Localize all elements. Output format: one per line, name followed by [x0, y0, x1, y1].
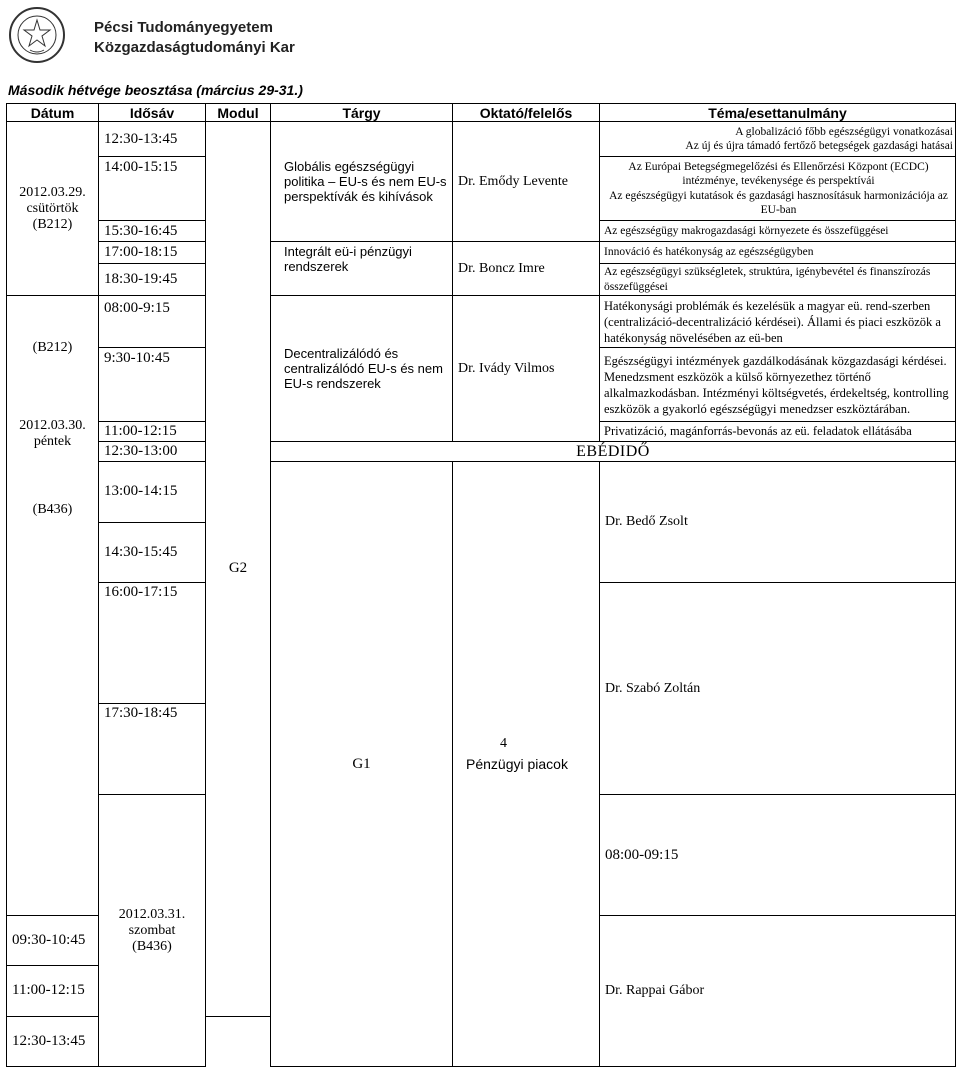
day-label: szombat [128, 922, 176, 938]
page-number: 4 [500, 736, 507, 751]
date-cell-day3 [99, 795, 206, 1067]
room-label: (B436) [132, 938, 172, 954]
teacher-cell: Dr. Bedő Zsolt [600, 462, 956, 583]
time-slot: 12:30-13:00 [99, 442, 206, 462]
col-header-teacher: Oktató/felelős [453, 104, 600, 122]
module-cell-g2 [206, 122, 271, 1017]
teacher-cell: Dr. Szabó Zoltán [600, 583, 956, 795]
room-label: (B212) [32, 340, 73, 355]
date-cell-day2 [7, 296, 99, 916]
col-header-module: Modul [206, 104, 271, 122]
table-header-row [7, 104, 956, 122]
university-name: Pécsi Tudományegyetem [94, 19, 273, 36]
schedule-title: Második hétvége beosztása (március 29-31.) [8, 82, 303, 98]
time-slot: 11:00-12:15 [7, 966, 99, 1016]
time-slot: 14:00-15:15 [99, 157, 206, 221]
date-label: 2012.03.29. [19, 184, 86, 200]
subject-cell: Integrált eü-i pénzügyi rendszerek [271, 242, 453, 296]
subject-cell: Globális egészségügyi politika – EU-s és nem EU-s perspektívák és kihívások [271, 122, 453, 242]
date-label: 2012.03.31. [118, 906, 186, 922]
time-slot: 14:30-15:45 [99, 522, 206, 583]
date-cell-day1 [7, 122, 99, 296]
university-seal-icon [8, 6, 66, 64]
time-slot: 11:00-12:15 [99, 422, 206, 442]
teacher-cell: Dr. Emődy Levente [453, 122, 600, 242]
col-header-subject: Tárgy [271, 104, 453, 122]
teacher-cell: Dr. Boncz Imre [453, 242, 600, 296]
time-slot: 18:30-19:45 [99, 264, 206, 296]
time-slot: 17:00-18:15 [99, 242, 206, 264]
day-label: csütörtök [26, 200, 79, 216]
topic-cell: Az Európai Betegségmegelőzési és Ellenőrzési Központ (ECDC) intézménye, tevékenysége és perspektívái Az egészségügyi kutatások és gazdasági hasznosításuk harmonizációja az EU-ban [600, 157, 956, 221]
topic-cell: Privatizáció, magánforrás-bevonás az eü. feladatok ellátásába [600, 422, 956, 442]
topic-cell: Innováció és hatékonyság az egészségügyben [600, 242, 956, 264]
schedule-table [6, 103, 956, 1067]
page-header [8, 6, 608, 62]
topic-cell: Az egészségügyi szükségletek, struktúra, igénybevétel és finanszírozás összefüggései [600, 264, 956, 296]
topic-cell: Hatékonysági problémák és kezelésük a magyar eü. rend-szerben (centralizáció-decentralizáció kérdései). Állami és piaci eszközök a hatékonyság növelésében az eü-ben [600, 296, 956, 348]
time-slot: 08:00-09:15 [600, 795, 956, 916]
topic-cell: A globalizáció főbb egészségügyi vonatkozásai Az új és újra támadó fertőző betegségek gazdasági hatásai [600, 122, 956, 157]
time-slot: 12:30-13:45 [7, 1016, 99, 1066]
module-label: G2 [228, 560, 248, 577]
col-header-topic: Téma/esettanulmány [600, 104, 956, 122]
time-slot: 13:00-14:15 [99, 462, 206, 523]
teacher-cell: Dr. Ivády Vilmos [453, 296, 600, 442]
time-slot: 12:30-13:45 [99, 122, 206, 157]
topic-cell: Egészségügyi intézmények gazdálkodásának közgazdasági kérdései. Menedzsment eszközök a külső környezethez történő alkalmazkodásban. Intézményi költségvetés, érdekeltség, kontrolling eszközök a gyakorló egészségügyi menedzser eszköztárában. [600, 348, 956, 422]
topic-cell: Az egészségügy makrogazdasági környezete és összefüggései [600, 221, 956, 242]
teacher-cell: Dr. Rappai Gábor [600, 916, 956, 1067]
room-label: (B212) [32, 216, 73, 232]
time-slot: 09:30-10:45 [7, 916, 99, 966]
room-label: (B436) [32, 502, 73, 517]
time-slot: 16:00-17:15 [99, 583, 206, 704]
time-slot: 17:30-18:45 [99, 704, 206, 795]
col-header-date: Dátum [7, 104, 99, 122]
subject-cell: Pénzügyi piacok [453, 462, 600, 1067]
subject-cell: Decentralizálódó és centralizálódó EU-s és nem EU-s rendszerek [271, 296, 453, 442]
time-slot: 9:30-10:45 [99, 348, 206, 422]
module-cell-g1 [271, 462, 453, 1067]
col-header-time: Idősáv [99, 104, 206, 122]
time-slot: 08:00-9:15 [99, 296, 206, 348]
module-label: G1 [352, 755, 371, 772]
faculty-name: Közgazdaságtudományi Kar [94, 39, 295, 56]
day-label: péntek [33, 434, 72, 449]
time-slot: 15:30-16:45 [99, 221, 206, 242]
lunch-break: EBÉDIDŐ [271, 442, 956, 462]
date-label: 2012.03.30. [19, 418, 86, 433]
